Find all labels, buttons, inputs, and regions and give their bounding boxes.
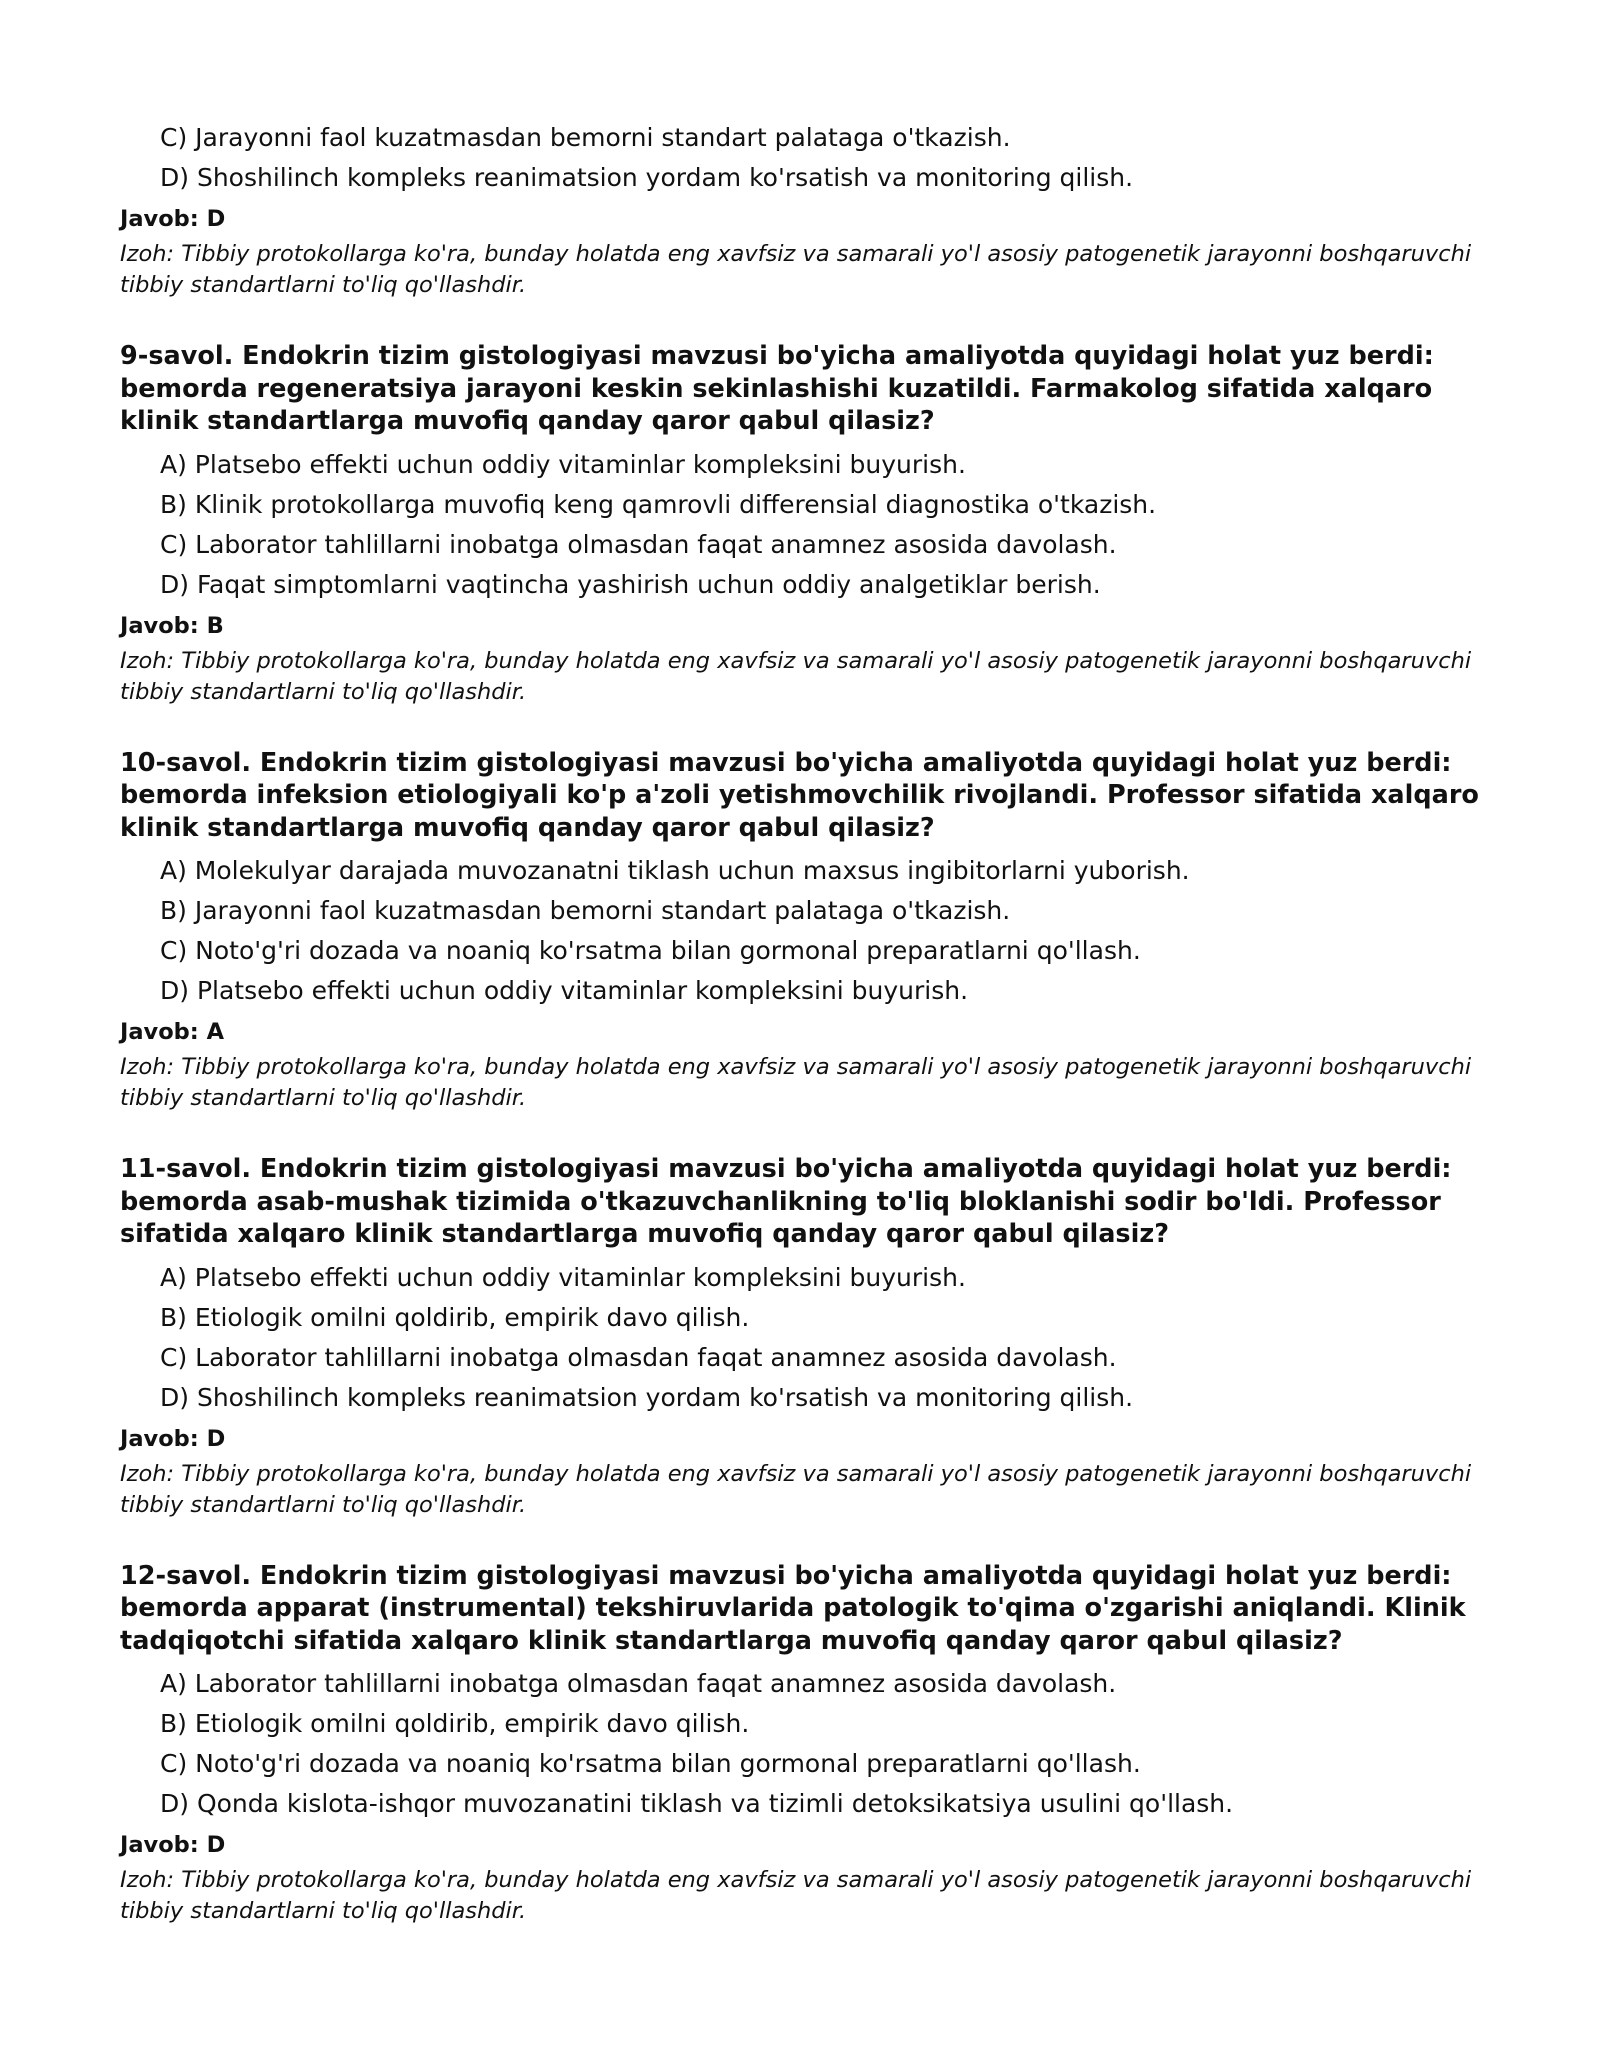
option-c: C) Laborator tahlillarni inobatga olmasdan faqat anamnez asosida davolash. <box>160 1342 1117 1372</box>
explanation: Izoh: Tibbiy protokollarga ko'ra, bunday holatda eng xavfsiz va samarali yo'l asosiy patogenetik jarayonni boshqaruvchi tibbiy standartlarni to'liq qo'llashdir. <box>120 647 1472 705</box>
option-c: C) Laborator tahlillarni inobatga olmasdan faqat anamnez asosida davolash. <box>160 529 1117 559</box>
option-b: B) Etiologik omilni qoldirib, empirik davo qilish. <box>160 1709 750 1738</box>
option-d: D) Shoshilinch kompleks reanimatsion yordam ko'rsatish va monitoring qilish. <box>160 163 1134 192</box>
answer: Javob: D <box>120 1832 226 1858</box>
answer: Javob: D <box>120 206 226 232</box>
question-11-block <box>120 1153 1480 1521</box>
explanation: Izoh: Tibbiy protokollarga ko'ra, bunday holatda eng xavfsiz va samarali yo'l asosiy patogenetik jarayonni boshqaruvchi tibbiy standartlarni to'liq qo'llashdir. <box>120 1460 1472 1518</box>
answer: Javob: B <box>120 612 224 639</box>
option-a: A) Laborator tahlillarni inobatga olmasdan faqat anamnez asosida davolash. <box>160 1669 1117 1698</box>
option-c: C) Noto'g'ri dozada va noaniq ko'rsatma bilan gormonal preparatlarni qo'llash. <box>160 1749 1141 1778</box>
option-a: A) Molekulyar darajada muvozanatni tiklash uchun maxsus ingibitorlarni yuborish. <box>160 856 1190 885</box>
explanation: Izoh: Tibbiy protokollarga ko'ra, bunday holatda eng xavfsiz va samarali yo'l asosiy patogenetik jarayonni boshqaruvchi tibbiy standartlarni to'liq qo'llashdir. <box>120 1867 1472 1924</box>
option-c: C) Noto'g'ri dozada va noaniq ko'rsatma bilan gormonal preparatlarni qo'llash. <box>160 936 1141 965</box>
question-12-block <box>120 1560 1480 1928</box>
option-a: A) Platsebo effekti uchun oddiy vitaminlar kompleksini buyurish. <box>160 449 966 479</box>
explanation: Izoh: Tibbiy protokollarga ko'ra, bunday holatda eng xavfsiz va samarali yo'l asosiy patogenetik jarayonni boshqaruvchi tibbiy standartlarni to'liq qo'llashdir. <box>120 241 1472 298</box>
option-b: B) Klinik protokollarga muvofiq keng qamrovli differensial diagnostika o'tkazish. <box>160 489 1157 519</box>
option-a: A) Platsebo effekti uchun oddiy vitaminlar kompleksini buyurish. <box>160 1262 966 1292</box>
option-b: B) Etiologik omilni qoldirib, empirik davo qilish. <box>160 1302 750 1332</box>
option-d: D) Qonda kislota-ishqor muvozanatini tiklash va tizimli detoksikatsiya usulini qo'llash. <box>160 1789 1234 1818</box>
answer: Javob: D <box>120 1425 226 1452</box>
option-d: D) Faqat simptomlarni vaqtincha yashirish uchun oddiy analgetiklar berish. <box>160 569 1101 599</box>
question-9-block <box>120 340 1480 708</box>
option-c: C) Jarayonni faol kuzatmasdan bemorni standart palataga o'tkazish. <box>160 123 1011 152</box>
document-page <box>120 118 1480 1927</box>
question-text: 11-savol. Endokrin tizim gistologiyasi mavzusi bo'yicha amaliyotda quyidagi holat yuz berdi: bemorda asab-mushak tizimida o'tkazuvchanlikning to'liq bloklanishi sodir bo'ldi. Professor sifatida xalqaro klinik standartlarga muvofiq qanday qaror qabul qilasiz? <box>120 1154 1452 1249</box>
explanation: Izoh: Tibbiy protokollarga ko'ra, bunday holatda eng xavfsiz va samarali yo'l asosiy patogenetik jarayonni boshqaruvchi tibbiy standartlarni to'liq qo'llashdir. <box>120 1054 1472 1111</box>
question-8-tail <box>120 118 1480 301</box>
option-d: D) Shoshilinch kompleks reanimatsion yordam ko'rsatish va monitoring qilish. <box>160 1382 1134 1412</box>
option-b: B) Jarayonni faol kuzatmasdan bemorni standart palataga o'tkazish. <box>160 896 1011 925</box>
question-text: 10-savol. Endokrin tizim gistologiyasi mavzusi bo'yicha amaliyotda quyidagi holat yuz berdi: bemorda infeksion etiologiyali ko'p a'zoli yetishmovchilik rivojlandi. Professor sifatida xalqaro klinik standartlarga muvofiq qanday qaror qabul qilasiz? <box>120 747 1479 843</box>
option-d: D) Platsebo effekti uchun oddiy vitaminlar kompleksini buyurish. <box>160 976 969 1005</box>
question-text: 12-savol. Endokrin tizim gistologiyasi mavzusi bo'yicha amaliyotda quyidagi holat yuz berdi: bemorda apparat (instrumental) tekshiruvlarida patologik to'qima o'zgarishi aniqlandi. Klinik tadqiqotchi sifatida xalqaro klinik standartlarga muvofiq qanday qaror qabul qilasiz? <box>120 1560 1466 1656</box>
answer: Javob: A <box>120 1019 225 1045</box>
question-text: 9-savol. Endokrin tizim gistologiyasi mavzusi bo'yicha amaliyotda quyidagi holat yuz berdi: bemorda regeneratsiya jarayoni keskin sekinlashishi kuzatildi. Farmakolog sifatida xalqaro klinik standartlarga muvofiq qanday qaror qabul qilasiz? <box>120 341 1434 436</box>
question-10-block <box>120 747 1480 1115</box>
